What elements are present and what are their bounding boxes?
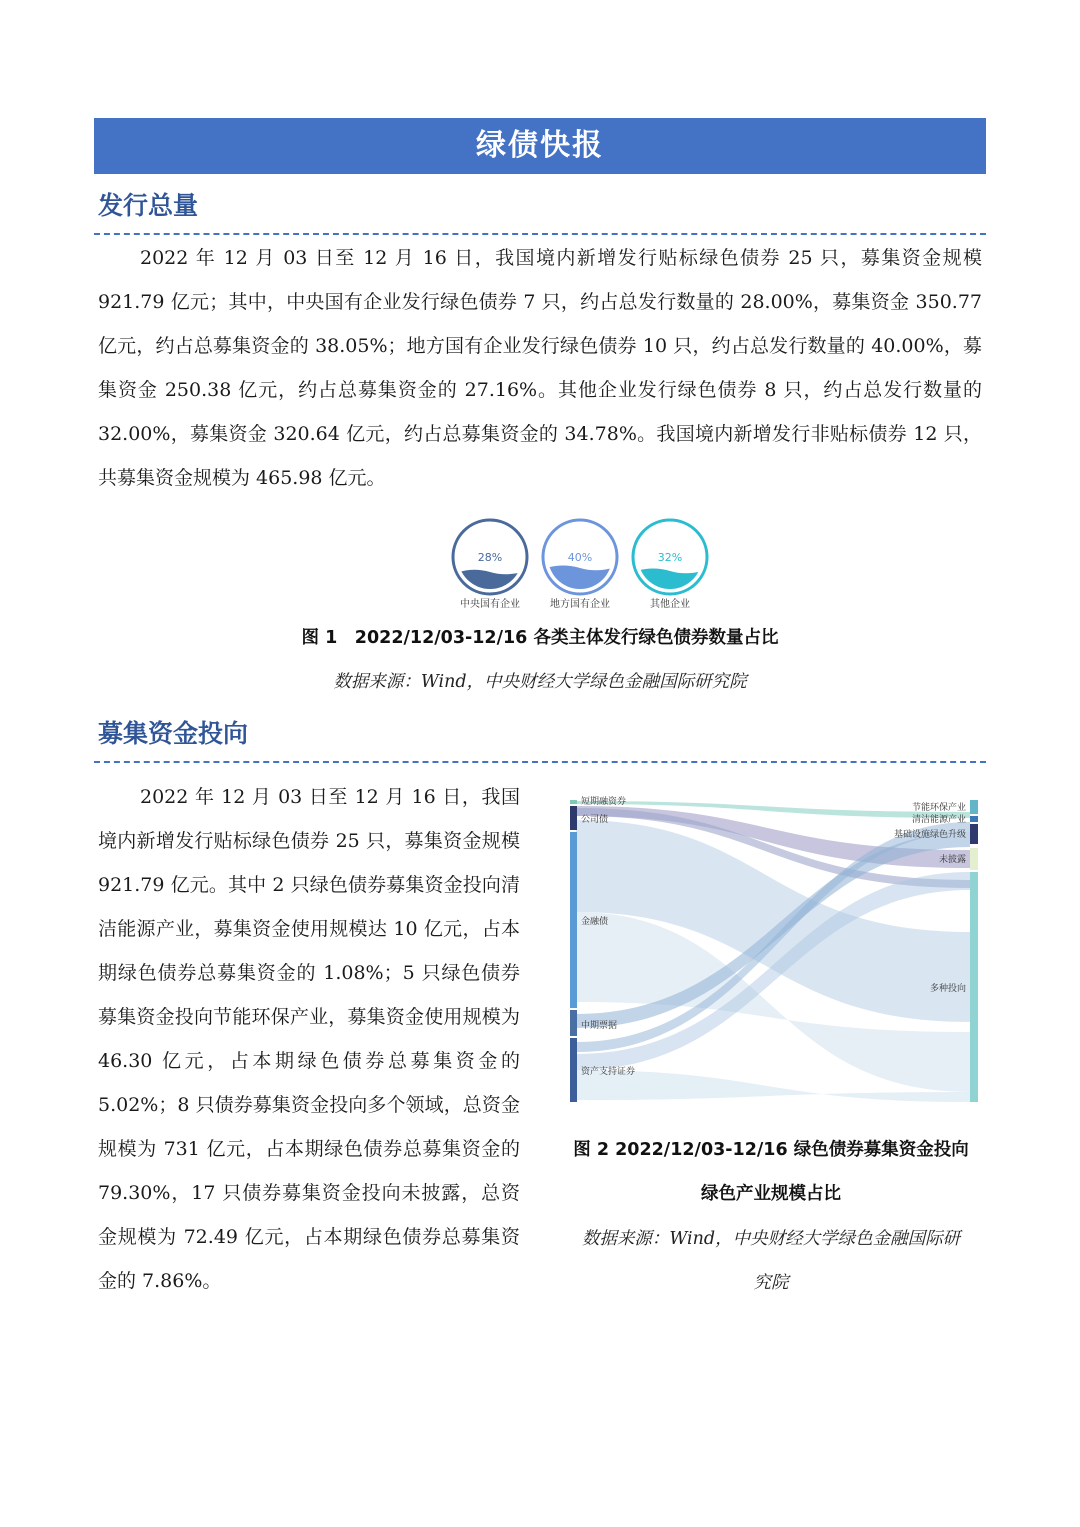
node-multiple — [970, 872, 978, 1102]
target-label: 未披露 — [938, 855, 966, 865]
node-corporate-bond — [570, 806, 577, 830]
node-mtn — [570, 1010, 577, 1036]
gauge-label: 中央国有企业 — [460, 599, 520, 610]
section-divider — [94, 233, 986, 235]
use-of-proceeds-paragraph: 2022 年 12 月 03 日至 12 月 16 日，我国境内新增发行贴标绿色债券 25 只，募集资金规模 921.79 亿元。其中 2 只绿色债券募集资金投向清洁能源产业，募集资金使用规模达 10 亿元，占本期绿色债券总募集资金的 1.08%；5 只绿色债券募集资金投向节能环保产业，募集资金使用规模为 46.30 亿元，占本期绿色债券总募集资金的 5.02%；8 只债券募集资金投向多个领域，总资金规模为 731 亿元，占本期绿色债券总募集资金的 79.30%，17 只债券募集资金投向未披露，总资金规模为 72.49 亿元，占本期绿色债券总募集资金的 7.86%。 — [98, 786, 520, 1292]
source-label: 中期票据 — [581, 1021, 618, 1031]
figure2-source-line1: 数据来源：Wind，中央财经大学绿色金融国际研 — [581, 1229, 961, 1249]
node-short-term-notes — [570, 800, 577, 804]
source-label: 短期融资券 — [581, 797, 627, 807]
section-divider — [94, 761, 986, 763]
source-label: 公司债 — [581, 815, 609, 825]
target-label: 节能环保产业 — [911, 803, 966, 813]
gauge-label: 地方国有企业 — [550, 599, 610, 610]
source-label: 金融债 — [581, 917, 609, 927]
node-clean-energy — [970, 816, 978, 822]
node-infrastructure — [970, 824, 978, 844]
target-label: 清洁能源产业 — [911, 815, 966, 825]
node-undisclosed — [970, 848, 978, 870]
figure2-source-line2: 究院 — [753, 1273, 789, 1293]
gauge-pct: 32% — [657, 551, 683, 564]
source-label: 资产支持证券 — [581, 1067, 636, 1077]
section-title-use-of-proceeds: 募集资金投向 — [98, 719, 249, 748]
figure1-caption: 图 1 2022/12/03-12/16 各类主体发行绿色债券数量占比 — [301, 628, 779, 648]
gauge-other — [633, 520, 707, 610]
proceeds-sankey — [566, 792, 982, 1108]
issuer-share-gauges — [448, 515, 712, 615]
report-banner: 绿债快报 — [94, 118, 986, 174]
gauge-central-soe — [453, 515, 527, 610]
gauge-label: 其他企业 — [650, 599, 690, 610]
figure2-caption-line1: 图 2 2022/12/03-12/16 绿色债券募集资金投向 — [573, 1140, 969, 1160]
figure2-caption-line2: 绿色产业规模占比 — [701, 1184, 841, 1204]
section-title-issuance: 发行总量 — [98, 191, 199, 220]
node-energy-saving — [970, 800, 978, 814]
issuance-paragraph: 2022 年 12 月 03 日至 12 月 16 日，我国境内新增发行贴标绿色债券 25 只，募集资金规模 921.79 亿元；其中，中央国有企业发行绿色债券 7 只，约占总发行数量的 28.00%，募集资金 350.77 亿元，约占总募集资金的 38.05%；地方国有企业发行绿色债券 10 只，约占总发行数量的 40.00%，募集资金 250.38 亿元，约占总募集资金的 27.16%。其他企业发行绿色债券 8 只，约占总发行数量的 32.00%，募集资金 320.64 亿元，约占总募集资金的 34.78%。我国境内新增发行非贴标债券 12 只，共募集资金规模为 465.98 亿元。 — [98, 247, 982, 489]
target-label: 基础设施绿色升级 — [893, 830, 966, 840]
gauge-local-soe — [543, 520, 617, 610]
node-financial-bond — [570, 832, 577, 1008]
target-label: 多种投向 — [929, 984, 966, 994]
gauge-pct: 40% — [567, 551, 593, 564]
node-abs — [570, 1038, 577, 1102]
gauge-pct: 28% — [477, 551, 503, 564]
figure1-source: 数据来源：Wind，中央财经大学绿色金融国际研究院 — [333, 672, 747, 692]
